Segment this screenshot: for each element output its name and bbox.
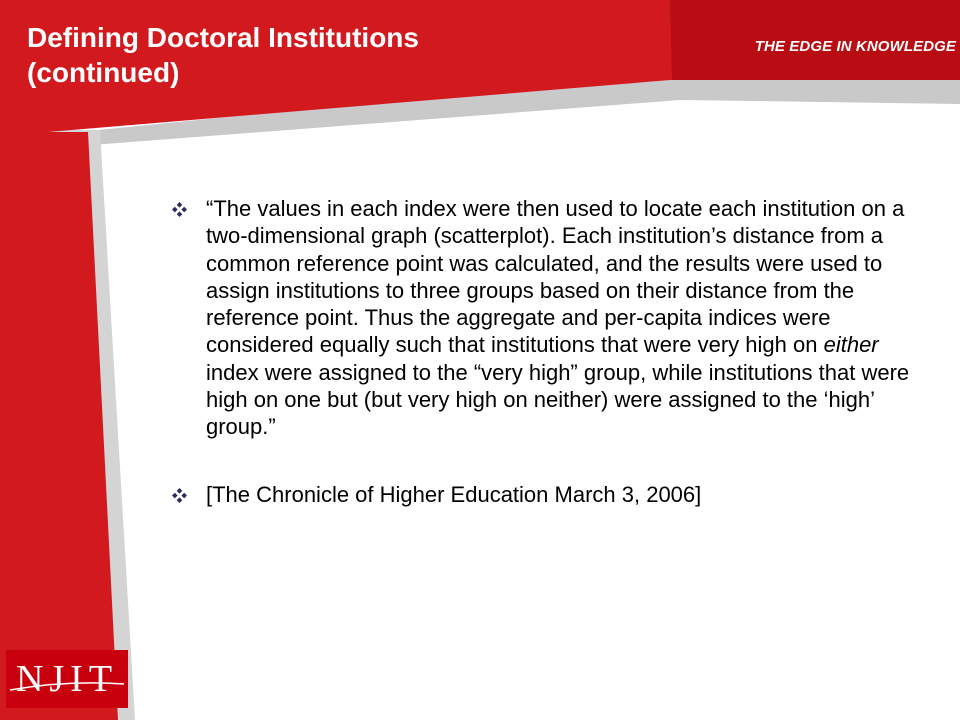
bullet-quote-text-part-2: index were assigned to the “very high” group, while institutions that were high on one but (but very high on neither) were assigned to the ‘high’ group.” (206, 359, 910, 440)
bullet-quote (172, 195, 922, 441)
bullet-citation-text: [The Chronicle of Higher Education March 3, 2006] (206, 481, 702, 507)
bullet-list (172, 195, 922, 508)
tagline: THE EDGE IN KNOWLEDGE (754, 38, 956, 55)
four-diamond-bullet-icon (172, 488, 187, 503)
bullet-quote-text-part-1: “The values in each index were then used to locate each institution on a two-dimensional graph (scatterplot). Each institution’s distance from a common reference point was calculated, and the results were used to assign institutions to three groups based on their distance from the reference point. Thus the aggregate and per-capita indices were considered equally such that institutions that were very high on (206, 196, 905, 358)
bullet-citation (172, 481, 922, 508)
title-line-2: (continued) (27, 57, 180, 88)
title-line-1: Defining Doctoral Institutions (27, 22, 419, 53)
slide-title (27, 20, 419, 90)
njit-logo (6, 650, 128, 708)
logo-text: NJIT (15, 658, 119, 700)
four-diamond-bullet-icon (172, 202, 187, 217)
bullet-quote-emphasis: either (823, 332, 879, 358)
